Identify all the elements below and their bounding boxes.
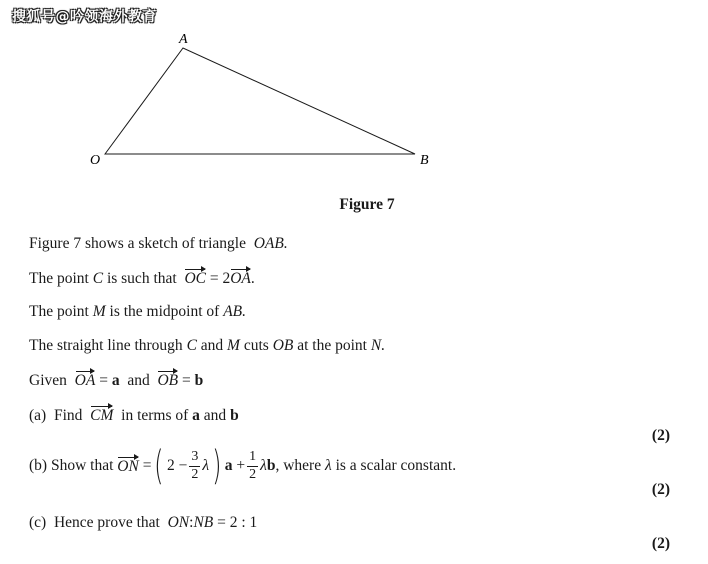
line-3: The point M is the midpoint of AB. (29, 303, 246, 320)
vector-oc: OC (184, 270, 206, 287)
line-1: Figure 7 shows a sketch of triangle OAB. (29, 235, 288, 252)
vector-oa: OA (74, 372, 96, 389)
line-4: The straight line through C and M cuts OB at the point N. (29, 337, 386, 354)
vector-oa: OA (230, 270, 251, 287)
watermark: 搜狐号@吟领海外教育 (12, 9, 157, 25)
vector-cm: CM (90, 407, 114, 424)
question-c: (c) Hence prove that ON:NB = 2 : 1 (29, 514, 258, 531)
point-label-o: O (90, 153, 101, 168)
line-5: Given OA = a and OB = b (29, 372, 204, 389)
point-label-a: A (179, 32, 188, 47)
fraction-3-2: $\frac{3}{2}$ (191, 449, 199, 482)
question-a: (a) Find CM in terms of a and b (29, 407, 239, 424)
triangle-figure (0, 0, 708, 190)
marks-b: (2) (651, 481, 670, 498)
vector-ob: OB (157, 372, 179, 389)
question-b: (b) Show that ON = ( 2 − $\frac{3}{2}$ λ ) a + $\frac{1}{2}$ λ b , where λ is a scalar constant. (29, 443, 457, 489)
marks-a: (2) (651, 427, 670, 444)
fraction-1-2: $\frac{1}{2}$ (249, 449, 257, 482)
triangle-oab (105, 48, 415, 154)
point-label-b: B (420, 153, 429, 168)
marks-c: (2) (651, 535, 670, 552)
line-2: The point C is such that OC = 2OA. (29, 270, 255, 287)
figure-caption: Figure 7 (339, 196, 395, 213)
vector-on: ON (117, 458, 139, 475)
